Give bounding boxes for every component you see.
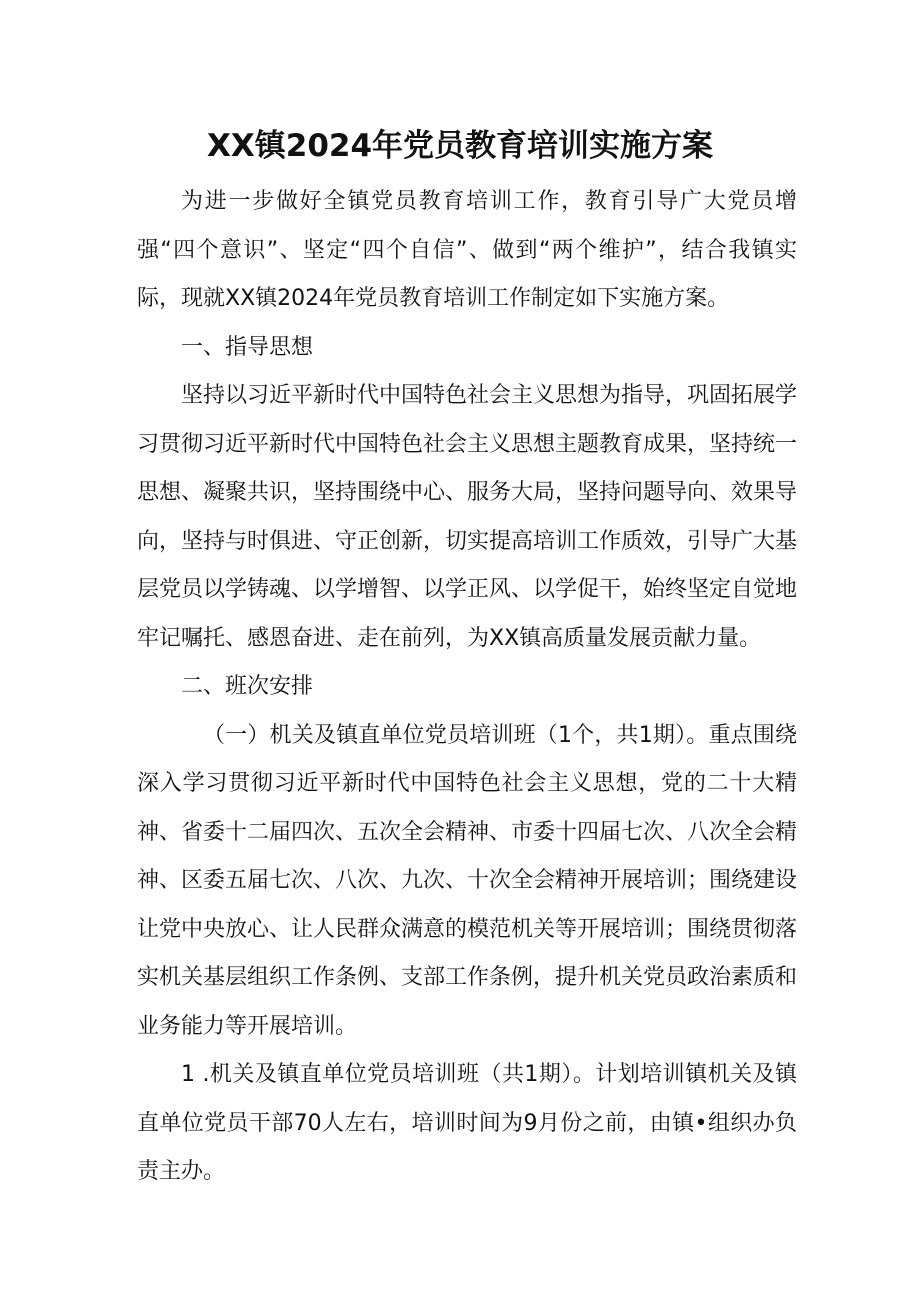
guiding-ideology-paragraph: 坚持以习近平新时代中国特色社会主义思想为指导，巩固拓展学习贯彻习近平新时代中国特色社会主义思想主题教育成果，坚持统一思想、凝聚共识，坚持围绕中心、服务大局，坚持问题导向、效果导向，坚持与时俱进、守正创新，切实提高培训工作质效，引导广大基层党员以学铸魂、以学增智、以学正风、以学促干，始终坚定自觉地牢记嘱托、感恩奋进、走在前列，为XX镇高质量发展贡献力量。 (137, 383, 798, 651)
document-title: XX镇2024年党员教育培训实施方案 (206, 128, 714, 164)
intro-paragraph: 为进一步做好全镇党员教育培训工作，教育引导广大党员增强“四个意识”、坚定“四个自信”、做到“两个维护”，结合我镇实际，现就XX镇2024年党员教育培训工作制定如下实施方案。 (137, 189, 797, 311)
document-body (137, 178, 797, 1197)
class-arrangement-item-1-sub-1: 1 .机关及镇直单位党员培训班（共1期）。计划培训镇机关及镇直单位党员干部70人左右，培训时间为9月份之前，由镇•组织办负责主办。 (137, 1062, 797, 1184)
class-arrangement-item-1: （一）机关及镇直单位党员培训班（1个，共1期）。重点围绕深入学习贯彻习近平新时代中国特色社会主义思想，党的二十大精神、省委十二届四次、五次全会精神、市委十四届七次、八次全会精神、区委五届七次、八次、九次、十次全会精神开展培训；围绕建设让党中央放心、让人民群众满意的模范机关等开展培训；围绕贯彻落实机关基层组织工作条例、支部工作条例，提升机关党员政治素质和业务能力等开展培训。 (137, 722, 798, 1039)
section-heading-guiding-ideology: 一、指导思想 (181, 334, 314, 360)
section-heading-class-arrangement: 二、班次安排 (181, 674, 314, 699)
